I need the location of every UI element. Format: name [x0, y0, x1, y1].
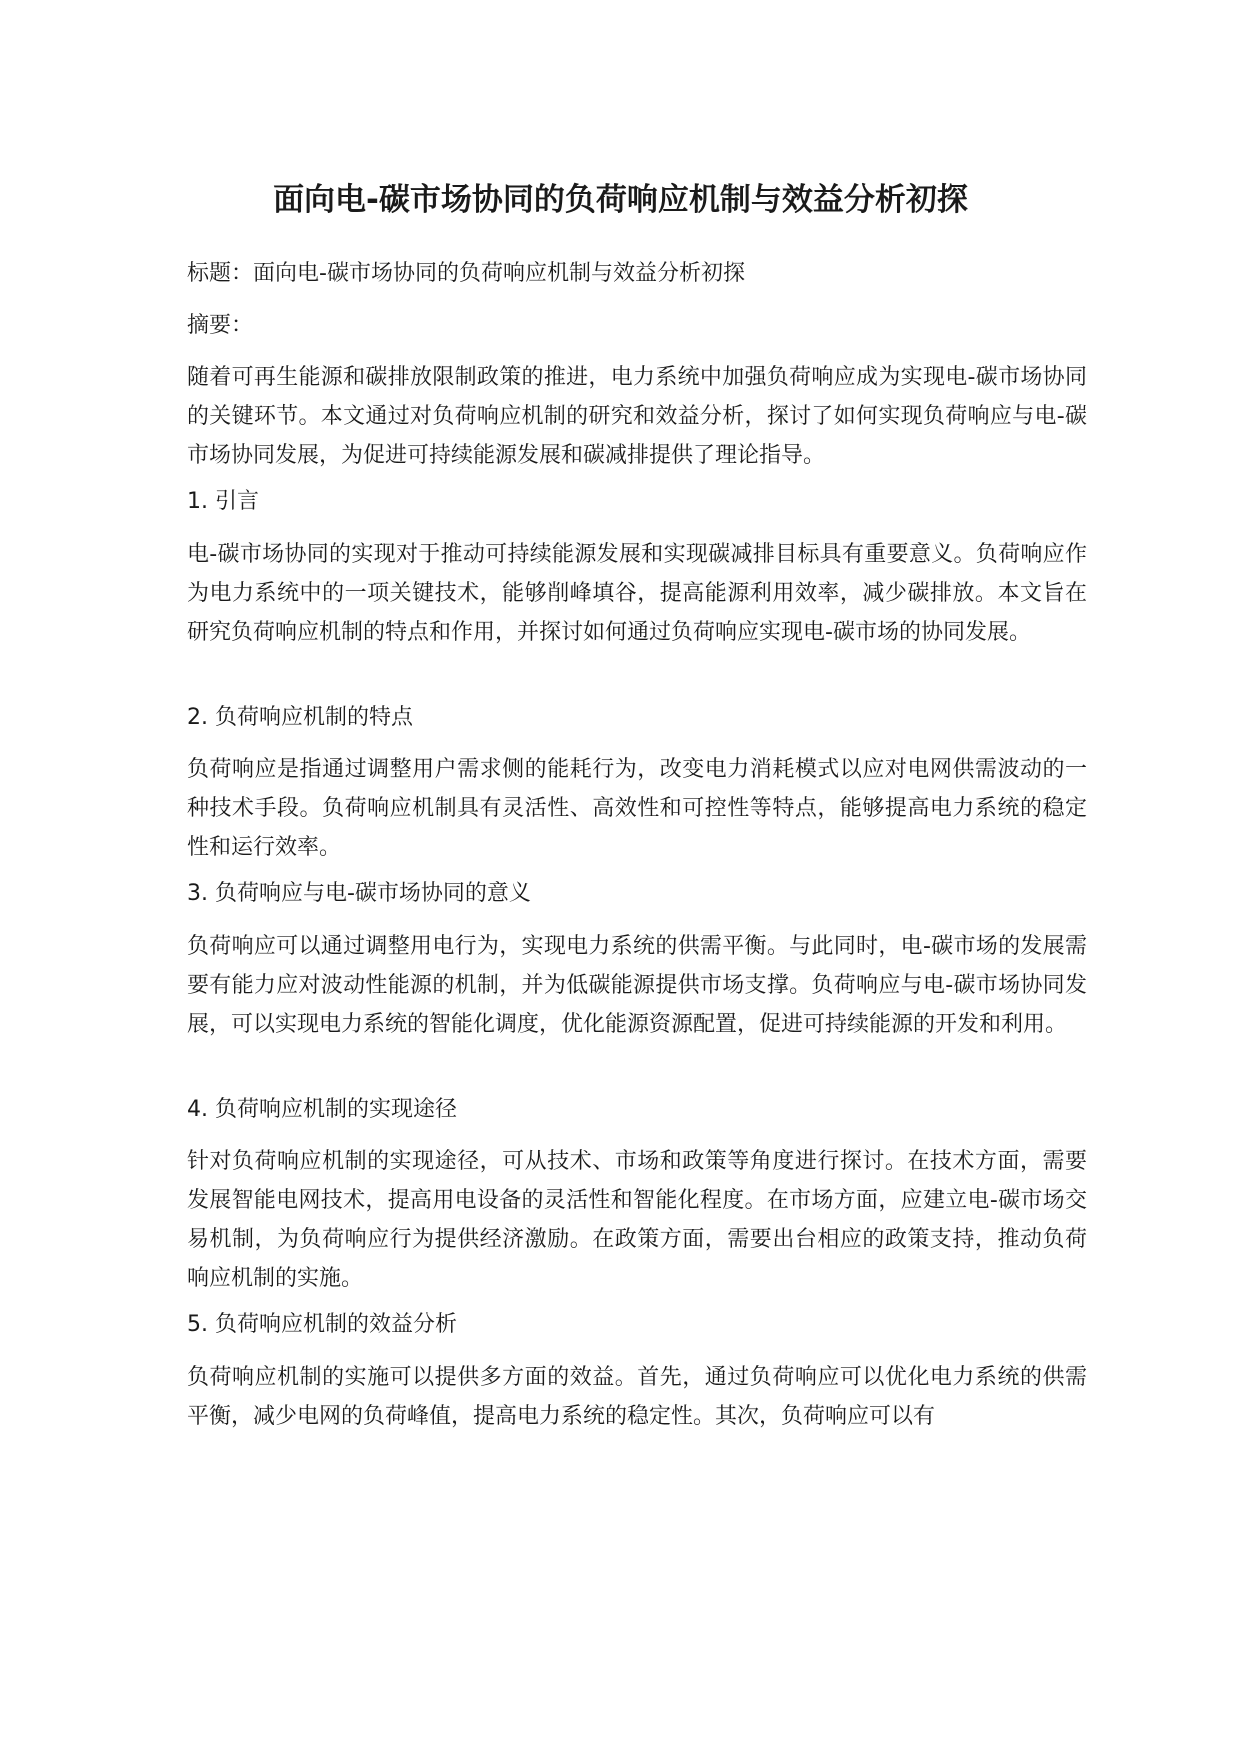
section-heading-3: 3. 负荷响应与电-碳市场协同的意义 — [187, 881, 531, 906]
section-heading-5: 5. 负荷响应机制的效益分析 — [187, 1312, 457, 1337]
section-body-4: 针对负荷响应机制的实现途径，可从技术、市场和政策等角度进行探讨。在技术方面，需要发展智能电网技术，提高用电设备的灵活性和智能化程度。在市场方面，应建立电-碳市场交易机制，为负荷响应行为提供经济激励。在政策方面，需要出台相应的政策支持，推动负荷响应机制的实施。 — [187, 1149, 1087, 1291]
section-body-3: 负荷响应可以通过调整用电行为，实现电力系统的供需平衡。与此同时，电-碳市场的发展需要有能力应对波动性能源的机制，并为低碳能源提供市场支撑。负荷响应与电-碳市场协同发展，可以实现电力系统的智能化调度，优化能源资源配置，促进可持续能源的开发和利用。 — [187, 934, 1087, 1037]
section-body-5: 负荷响应机制的实施可以提供多方面的效益。首先，通过负荷响应可以优化电力系统的供需平衡，减少电网的负荷峰值，提高电力系统的稳定性。其次，负荷响应可以有 — [187, 1365, 1087, 1429]
section-heading-2: 2. 负荷响应机制的特点 — [187, 705, 413, 730]
section-heading-1: 1. 引言 — [187, 489, 259, 514]
subtitle-line: 标题：面向电-碳市场协同的负荷响应机制与效益分析初探 — [187, 261, 745, 286]
section-body-1: 电-碳市场协同的实现对于推动可持续能源发展和实现碳减排目标具有重要意义。负荷响应作为电力系统中的一项关键技术，能够削峰填谷，提高能源利用效率，减少碳排放。本文旨在研究负荷响应机制的特点和作用，并探讨如何通过负荷响应实现电-碳市场的协同发展。 — [187, 542, 1087, 645]
document-title: 面向电-碳市场协同的负荷响应机制与效益分析初探 — [273, 182, 968, 218]
abstract-label: 摘要： — [187, 313, 254, 338]
abstract-text: 随着可再生能源和碳排放限制政策的推进，电力系统中加强负荷响应成为实现电-碳市场协同的关键环节。本文通过对负荷响应机制的研究和效益分析，探讨了如何实现负荷响应与电-碳市场协同发展，为促进可持续能源发展和碳减排提供了理论指导。 — [187, 365, 1087, 468]
section-heading-4: 4. 负荷响应机制的实现途径 — [187, 1097, 457, 1122]
section-body-2: 负荷响应是指通过调整用户需求侧的能耗行为，改变电力消耗模式以应对电网供需波动的一种技术手段。负荷响应机制具有灵活性、高效性和可控性等特点，能够提高电力系统的稳定性和运行效率。 — [187, 757, 1087, 860]
